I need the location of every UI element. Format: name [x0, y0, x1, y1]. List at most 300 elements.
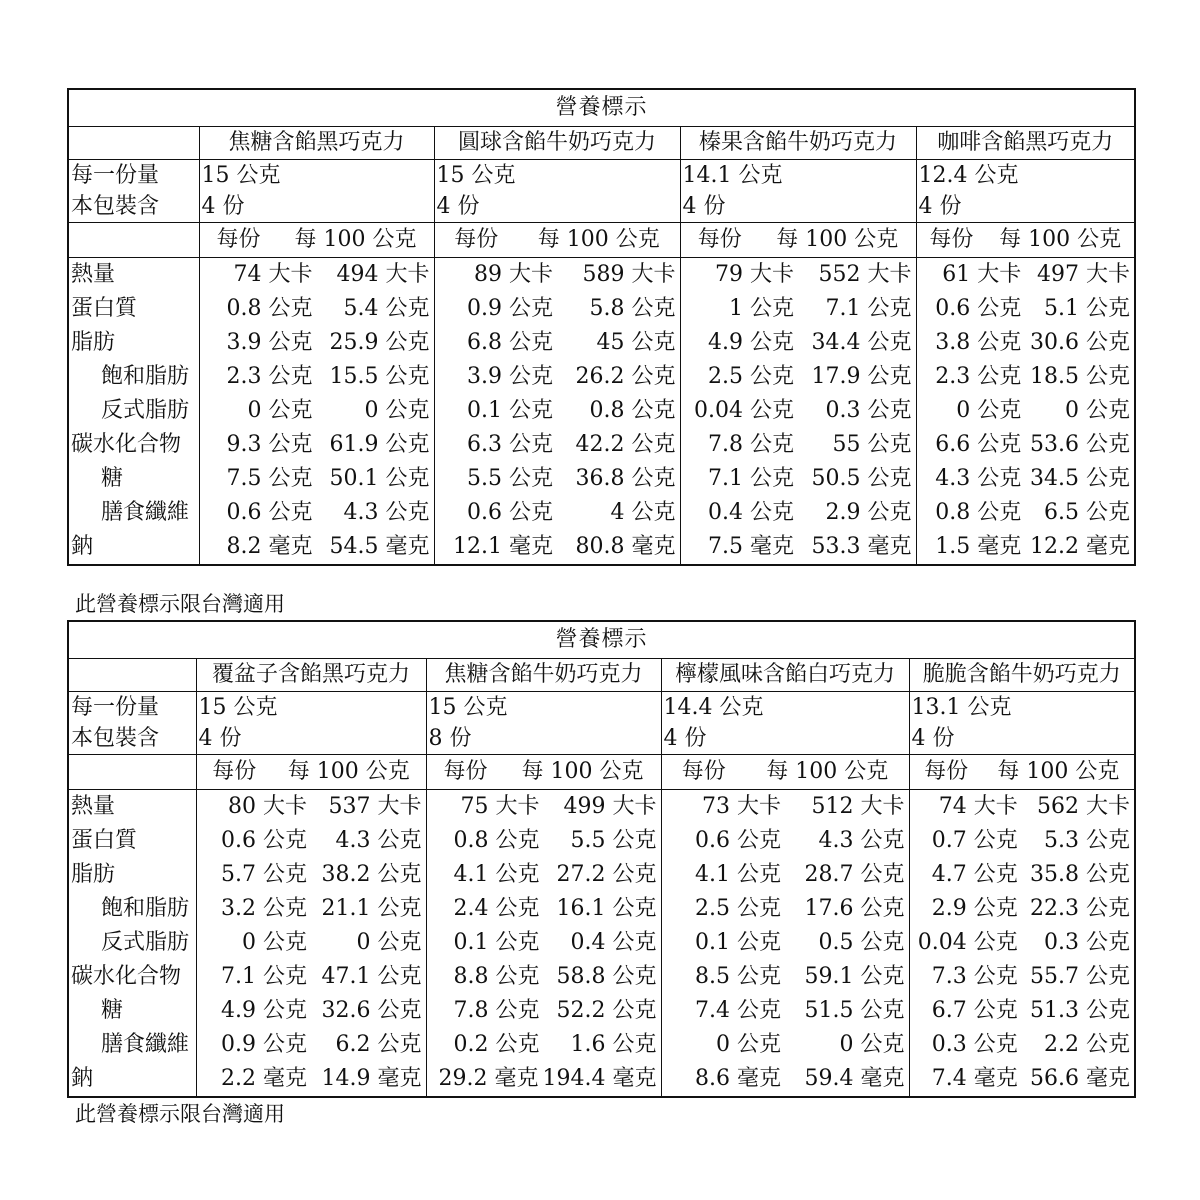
per-100g-value: 0 公克 [356, 930, 422, 955]
per-100g-header: 每 100 公克 [776, 227, 899, 252]
per-100g-value: 21.1 公克 [321, 896, 422, 921]
per-serving-value: 3.9 公克 [467, 364, 553, 389]
column-header-pair [916, 223, 1135, 258]
per-serving-value: 7.4 公克 [695, 998, 781, 1023]
per-serving-value: 6.7 公克 [931, 998, 1018, 1023]
per-serving-value: 7.1 公克 [221, 964, 307, 989]
per-100g-value: 499 大卡 [563, 794, 657, 819]
per-100g-value: 12.2 毫克 [1030, 534, 1131, 559]
servings-per-pack: 4 份 [196, 724, 426, 755]
per-100g-value: 5.8 公克 [589, 296, 676, 321]
nutrient-values [661, 994, 909, 1028]
per-100g-value: 16.1 公克 [556, 896, 657, 921]
per-100g-value: 0.4 公克 [570, 930, 657, 955]
per-serving-header: 每份 [216, 227, 261, 252]
servings-per-pack: 4 份 [661, 724, 909, 755]
nutrient-label: 膳食纖維 [68, 496, 199, 530]
blank-cell [68, 755, 196, 790]
product-name: 圓球含餡牛奶巧克力 [434, 127, 680, 160]
nutrient-label: 蛋白質 [68, 824, 196, 858]
per-100g-value: 59.4 毫克 [804, 1066, 905, 1091]
per-100g-header: 每 100 公克 [294, 227, 417, 252]
nutrient-values [196, 1028, 426, 1062]
per-serving-value: 0.6 公克 [467, 500, 553, 525]
nutrient-values [426, 892, 661, 926]
nutrient-values [196, 892, 426, 926]
nutrient-row [68, 496, 1135, 530]
nutrient-values [196, 960, 426, 994]
nutrient-values [909, 790, 1135, 825]
per-100g-value: 30.6 公克 [1030, 330, 1131, 355]
nutrient-label: 反式脂肪 [68, 926, 196, 960]
per-100g-header: 每 100 公克 [287, 759, 410, 784]
per-100g-value: 0.8 公克 [589, 398, 676, 423]
serving-size: 15 公克 [434, 160, 680, 193]
nutrient-row [68, 892, 1135, 926]
nutrient-values [196, 926, 426, 960]
per-100g-header: 每 100 公克 [766, 759, 889, 784]
per-serving-value: 89 大卡 [474, 262, 553, 287]
per-100g-value: 55.7 公克 [1030, 964, 1131, 989]
per-100g-value: 80.8 毫克 [575, 534, 676, 559]
per-100g-value: 15.5 公克 [329, 364, 430, 389]
per-serving-value: 7.1 公克 [708, 466, 794, 491]
per-serving-value: 2.2 毫克 [221, 1066, 307, 1091]
per-serving-value: 0.6 公克 [695, 828, 781, 853]
nutrient-values [680, 360, 916, 394]
nutrient-values [909, 858, 1135, 892]
nutrient-row [68, 530, 1135, 565]
per-100g-value: 59.1 公克 [804, 964, 905, 989]
per-100g-value: 6.5 公克 [1044, 500, 1131, 525]
per-serving-value: 0.2 公克 [453, 1032, 540, 1057]
per-serving-value: 0.04 公克 [694, 398, 794, 423]
per-100g-value: 55 公克 [832, 432, 912, 457]
nutrient-values [426, 1062, 661, 1097]
per-100g-value: 5.5 公克 [570, 828, 657, 853]
nutrient-values [680, 326, 916, 360]
nutrient-values [916, 292, 1135, 326]
per-100g-value: 61.9 公克 [329, 432, 430, 457]
per-serving-value: 1.5 毫克 [935, 534, 1022, 559]
nutrient-values [199, 360, 434, 394]
nutrient-label: 脂肪 [68, 858, 196, 892]
nutrient-values [661, 824, 909, 858]
per-serving-value: 3.2 公克 [221, 896, 307, 921]
nutrient-values [916, 462, 1135, 496]
per-100g-value: 32.6 公克 [321, 998, 422, 1023]
per-100g-value: 512 大卡 [811, 794, 905, 819]
nutrient-values [680, 428, 916, 462]
per-serving-value: 7.8 公克 [453, 998, 540, 1023]
nutrient-label: 糖 [68, 462, 199, 496]
nutrient-values [661, 960, 909, 994]
nutrient-values [426, 790, 661, 825]
per-100g-value: 36.8 公克 [575, 466, 676, 491]
nutrient-row [68, 326, 1135, 360]
per-serving-value: 0.04 公克 [917, 930, 1018, 955]
nutrition-table-2 [67, 620, 1136, 1098]
nutrient-values [909, 960, 1135, 994]
per-100g-value: 34.4 公克 [811, 330, 912, 355]
per-serving-value: 0.1 公克 [467, 398, 553, 423]
per-100g-value: 194.4 毫克 [542, 1066, 657, 1091]
per-100g-value: 4 公克 [610, 500, 676, 525]
per-serving-value: 75 大卡 [460, 794, 540, 819]
servings-per-pack: 4 份 [434, 192, 680, 223]
column-header-pair [680, 223, 916, 258]
per-serving-value: 80 大卡 [228, 794, 307, 819]
nutrient-label: 脂肪 [68, 326, 199, 360]
nutrient-values [199, 326, 434, 360]
nutrient-values [196, 790, 426, 825]
nutrient-label: 飽和脂肪 [68, 360, 199, 394]
nutrient-values [916, 496, 1135, 530]
nutrient-values [909, 1062, 1135, 1097]
nutrient-values [916, 360, 1135, 394]
serving-size-label: 每一份量 [68, 692, 196, 725]
per-100g-value: 2.9 公克 [825, 500, 912, 525]
table-title: 營養標示 [68, 621, 1135, 659]
product-name: 檸檬風味含餡白巧克力 [661, 659, 909, 692]
per-serving-value: 8.5 公克 [695, 964, 781, 989]
nutrient-row [68, 1062, 1135, 1097]
servings-per-pack: 4 份 [909, 724, 1135, 755]
nutrient-values [434, 292, 680, 326]
per-serving-value: 4.7 公克 [931, 862, 1018, 887]
per-serving-value: 12.1 毫克 [453, 534, 553, 559]
nutrient-row [68, 790, 1135, 825]
column-header-pair [199, 223, 434, 258]
per-100g-value: 4.3 公克 [335, 828, 422, 853]
per-serving-value: 0.1 公克 [695, 930, 781, 955]
nutrient-values [199, 496, 434, 530]
per-serving-value: 8.2 毫克 [226, 534, 313, 559]
nutrient-values [196, 858, 426, 892]
nutrient-values [199, 292, 434, 326]
per-100g-value: 47.1 公克 [321, 964, 422, 989]
servings-per-pack-label: 本包裝含 [68, 724, 196, 755]
per-serving-value: 2.5 公克 [708, 364, 794, 389]
product-name: 焦糖含餡黑巧克力 [199, 127, 434, 160]
per-100g-value: 6.2 公克 [335, 1032, 422, 1057]
per-serving-header: 每份 [443, 759, 488, 784]
nutrient-values [680, 530, 916, 565]
per-serving-value: 4.3 公克 [935, 466, 1022, 491]
nutrient-values [196, 824, 426, 858]
per-100g-value: 53.6 公克 [1030, 432, 1131, 457]
servings-per-pack-label: 本包裝含 [68, 192, 199, 223]
per-100g-value: 18.5 公克 [1030, 364, 1131, 389]
per-100g-header: 每 100 公克 [997, 759, 1120, 784]
per-serving-header: 每份 [697, 227, 742, 252]
nutrient-values [434, 462, 680, 496]
per-serving-value: 5.5 公克 [467, 466, 553, 491]
per-serving-value: 0.7 公克 [931, 828, 1018, 853]
nutrient-values [199, 428, 434, 462]
nutrient-values [661, 1062, 909, 1097]
nutrient-row [68, 462, 1135, 496]
per-serving-value: 2.3 公克 [935, 364, 1022, 389]
nutrition-table-1 [67, 88, 1136, 566]
nutrient-values [909, 824, 1135, 858]
nutrient-values [680, 496, 916, 530]
per-100g-value: 0.3 公克 [825, 398, 912, 423]
per-serving-value: 7.8 公克 [708, 432, 794, 457]
nutrient-values [916, 258, 1135, 293]
nutrient-values [661, 892, 909, 926]
nutrient-label: 碳水化合物 [68, 960, 196, 994]
per-100g-value: 497 大卡 [1037, 262, 1131, 287]
nutrient-values [196, 1062, 426, 1097]
per-100g-value: 51.3 公克 [1030, 998, 1131, 1023]
per-100g-value: 0.5 公克 [818, 930, 905, 955]
per-serving-header: 每份 [929, 227, 974, 252]
per-100g-value: 45 公克 [596, 330, 676, 355]
nutrient-values [434, 360, 680, 394]
serving-size: 15 公克 [426, 692, 661, 725]
nutrient-label: 糖 [68, 994, 196, 1028]
column-header-pair [661, 755, 909, 790]
per-100g-value: 50.1 公克 [329, 466, 430, 491]
nutrient-values [426, 960, 661, 994]
per-100g-value: 27.2 公克 [556, 862, 657, 887]
nutrient-row [68, 292, 1135, 326]
per-100g-value: 58.8 公克 [556, 964, 657, 989]
per-serving-value: 9.3 公克 [226, 432, 313, 457]
per-100g-value: 0 公克 [1065, 398, 1131, 423]
nutrient-values [909, 994, 1135, 1028]
per-100g-value: 0.3 公克 [1044, 930, 1131, 955]
column-header-pair [434, 223, 680, 258]
per-serving-value: 0 公克 [242, 930, 307, 955]
nutrient-values [916, 394, 1135, 428]
nutrient-row [68, 258, 1135, 293]
per-100g-value: 54.5 毫克 [329, 534, 430, 559]
per-serving-value: 2.5 公克 [695, 896, 781, 921]
footnote: 此營養標示限台灣適用 [75, 592, 285, 616]
footnote: 此營養標示限台灣適用 [75, 1102, 285, 1126]
per-100g-value: 0 公克 [839, 1032, 905, 1057]
per-serving-value: 29.2 毫克 [438, 1066, 539, 1091]
per-100g-header: 每 100 公克 [521, 759, 644, 784]
per-100g-value: 17.6 公克 [804, 896, 905, 921]
nutrient-values [909, 1028, 1135, 1062]
per-100g-value: 589 大卡 [582, 262, 676, 287]
servings-per-pack: 4 份 [199, 192, 434, 223]
product-name: 覆盆子含餡黑巧克力 [196, 659, 426, 692]
nutrient-row [68, 824, 1135, 858]
nutrient-label: 熱量 [68, 258, 199, 293]
nutrient-values [434, 428, 680, 462]
per-serving-value: 74 大卡 [233, 262, 313, 287]
servings-per-pack: 4 份 [680, 192, 916, 223]
nutrient-values [196, 994, 426, 1028]
per-100g-value: 51.5 公克 [804, 998, 905, 1023]
column-header-pair [196, 755, 426, 790]
per-100g-value: 17.9 公克 [811, 364, 912, 389]
per-serving-value: 0.4 公克 [708, 500, 794, 525]
blank-cell [68, 127, 199, 160]
per-100g-value: 42.2 公克 [575, 432, 676, 457]
nutrient-label: 鈉 [68, 530, 199, 565]
nutrient-values [680, 394, 916, 428]
product-name: 榛果含餡牛奶巧克力 [680, 127, 916, 160]
nutrient-values [199, 258, 434, 293]
nutrient-values [434, 326, 680, 360]
serving-size: 15 公克 [196, 692, 426, 725]
product-name: 咖啡含餡黑巧克力 [916, 127, 1135, 160]
per-serving-value: 2.4 公克 [453, 896, 540, 921]
per-serving-value: 0.6 公克 [221, 828, 307, 853]
nutrient-label: 反式脂肪 [68, 394, 199, 428]
per-serving-value: 3.8 公克 [935, 330, 1022, 355]
serving-size: 12.4 公克 [916, 160, 1135, 193]
nutrient-row [68, 394, 1135, 428]
per-serving-value: 0.3 公克 [931, 1032, 1018, 1057]
per-serving-value: 0.8 公克 [226, 296, 313, 321]
per-100g-value: 537 大卡 [328, 794, 422, 819]
nutrient-row [68, 1028, 1135, 1062]
per-serving-value: 7.4 毫克 [931, 1066, 1018, 1091]
serving-size: 14.1 公克 [680, 160, 916, 193]
nutrient-values [426, 1028, 661, 1062]
nutrient-row [68, 858, 1135, 892]
per-serving-value: 74 大卡 [938, 794, 1018, 819]
per-serving-value: 0.8 公克 [453, 828, 540, 853]
per-serving-value: 4.1 公克 [453, 862, 540, 887]
per-serving-value: 5.7 公克 [221, 862, 307, 887]
column-header-pair [426, 755, 661, 790]
per-serving-value: 0.8 公克 [935, 500, 1022, 525]
per-serving-value: 4.9 公克 [221, 998, 307, 1023]
nutrient-label: 膳食纖維 [68, 1028, 196, 1062]
per-serving-value: 1 公克 [729, 296, 794, 321]
nutrient-values [434, 530, 680, 565]
per-100g-value: 552 大卡 [818, 262, 912, 287]
per-100g-header: 每 100 公克 [999, 227, 1122, 252]
product-name: 焦糖含餡牛奶巧克力 [426, 659, 661, 692]
nutrient-values [661, 1028, 909, 1062]
per-serving-value: 7.5 公克 [226, 466, 313, 491]
per-100g-value: 56.6 毫克 [1030, 1066, 1131, 1091]
column-header-pair [909, 755, 1135, 790]
per-serving-value: 0.6 公克 [935, 296, 1022, 321]
per-100g-value: 562 大卡 [1037, 794, 1131, 819]
per-100g-value: 5.4 公克 [343, 296, 430, 321]
nutrient-values [909, 892, 1135, 926]
per-100g-value: 4.3 公克 [818, 828, 905, 853]
per-serving-value: 8.6 毫克 [695, 1066, 781, 1091]
nutrient-values [434, 496, 680, 530]
per-serving-header: 每份 [681, 759, 726, 784]
per-serving-value: 4.9 公克 [708, 330, 794, 355]
per-serving-value: 73 大卡 [702, 794, 781, 819]
nutrient-values [680, 258, 916, 293]
nutrient-values [916, 326, 1135, 360]
per-100g-header: 每 100 公克 [537, 227, 660, 252]
per-100g-value: 35.8 公克 [1030, 862, 1131, 887]
nutrient-values [916, 428, 1135, 462]
nutrient-label: 鈉 [68, 1062, 196, 1097]
nutrient-values [426, 824, 661, 858]
per-100g-value: 14.9 毫克 [321, 1066, 422, 1091]
nutrient-values [426, 994, 661, 1028]
per-serving-value: 3.9 公克 [226, 330, 313, 355]
per-serving-value: 0.6 公克 [226, 500, 313, 525]
nutrient-label: 碳水化合物 [68, 428, 199, 462]
nutrient-row [68, 428, 1135, 462]
per-serving-header: 每份 [454, 227, 499, 252]
per-100g-value: 50.5 公克 [811, 466, 912, 491]
per-100g-value: 0 公克 [364, 398, 430, 423]
per-serving-value: 2.3 公克 [226, 364, 313, 389]
per-serving-value: 0.9 公克 [221, 1032, 307, 1057]
per-serving-value: 4.1 公克 [695, 862, 781, 887]
per-100g-value: 4.3 公克 [343, 500, 430, 525]
nutrient-values [661, 790, 909, 825]
serving-size-label: 每一份量 [68, 160, 199, 193]
per-serving-value: 79 大卡 [715, 262, 794, 287]
nutrient-values [680, 462, 916, 496]
per-100g-value: 26.2 公克 [575, 364, 676, 389]
nutrient-values [661, 858, 909, 892]
per-serving-value: 6.6 公克 [935, 432, 1022, 457]
product-name: 脆脆含餡牛奶巧克力 [909, 659, 1135, 692]
nutrient-values [199, 462, 434, 496]
blank-cell [68, 659, 196, 692]
nutrient-row [68, 360, 1135, 394]
per-100g-value: 53.3 毫克 [811, 534, 912, 559]
per-serving-value: 7.3 公克 [931, 964, 1018, 989]
per-100g-value: 28.7 公克 [804, 862, 905, 887]
nutrient-label: 飽和脂肪 [68, 892, 196, 926]
per-100g-value: 494 大卡 [336, 262, 430, 287]
servings-per-pack: 4 份 [916, 192, 1135, 223]
per-100g-value: 1.6 公克 [570, 1032, 657, 1057]
per-serving-value: 2.9 公克 [931, 896, 1018, 921]
nutrient-values [426, 926, 661, 960]
servings-per-pack: 8 份 [426, 724, 661, 755]
nutrient-values [199, 530, 434, 565]
per-serving-value: 0.1 公克 [453, 930, 540, 955]
nutrient-values [434, 394, 680, 428]
nutrient-values [426, 858, 661, 892]
nutrient-values [434, 258, 680, 293]
nutrient-values [909, 926, 1135, 960]
per-100g-value: 7.1 公克 [825, 296, 912, 321]
per-serving-value: 8.8 公克 [453, 964, 540, 989]
nutrient-label: 蛋白質 [68, 292, 199, 326]
per-serving-value: 7.5 毫克 [708, 534, 794, 559]
per-100g-value: 25.9 公克 [329, 330, 430, 355]
per-100g-value: 5.3 公克 [1044, 828, 1131, 853]
per-serving-header: 每份 [212, 759, 257, 784]
per-serving-header: 每份 [924, 759, 969, 784]
per-100g-value: 22.3 公克 [1030, 896, 1131, 921]
per-serving-value: 0 公克 [716, 1032, 781, 1057]
nutrient-row [68, 926, 1135, 960]
serving-size: 13.1 公克 [909, 692, 1135, 725]
per-serving-value: 0 公克 [956, 398, 1022, 423]
nutrient-values [661, 926, 909, 960]
nutrient-label: 熱量 [68, 790, 196, 825]
per-100g-value: 2.2 公克 [1044, 1032, 1131, 1057]
nutrient-values [680, 292, 916, 326]
per-100g-value: 38.2 公克 [321, 862, 422, 887]
blank-cell [68, 223, 199, 258]
serving-size: 15 公克 [199, 160, 434, 193]
